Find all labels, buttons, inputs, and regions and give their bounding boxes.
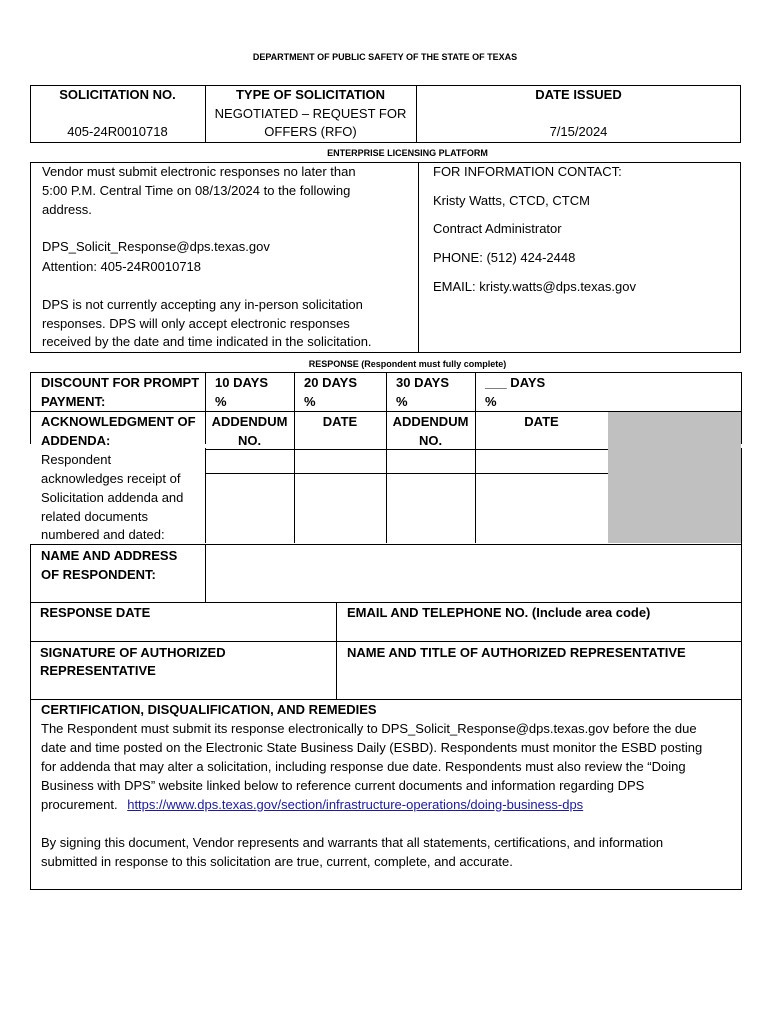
solicitation-no-value: 405-24R0010718	[67, 124, 168, 139]
solicitation-type-label: TYPE OF SOLICITATION	[235, 87, 386, 102]
solicitation-type-line2: OFFERS (RFO)	[264, 124, 357, 139]
certification-para2-line1: By signing this document, Vendor represents and warrants that all statements, certifications, and information	[41, 835, 664, 850]
submit-note-line3: received by the date and time indicated in the solicitation.	[42, 334, 372, 349]
addendum-header-1-no: NO.	[237, 433, 262, 448]
discount-20-pct[interactable]: %	[304, 394, 316, 409]
signature-label-line2: REPRESENTATIVE	[40, 663, 156, 678]
contact-heading: FOR INFORMATION CONTACT:	[433, 164, 622, 179]
ack-desc-line1: Respondent	[41, 452, 112, 467]
certification-para1-line1: The Respondent must submit its response electronically to DPS_Solicit_Response@dps.texas.gov before the due	[41, 721, 697, 736]
procurement-text: procurement.	[41, 797, 118, 812]
certification-para1-line4: Business with DPS” website linked below to reference current documents and information regarding DPS	[41, 778, 645, 793]
submit-note-line1: DPS is not currently accepting any in-person solicitation	[42, 297, 363, 312]
solicitation-no-label: SOLICITATION NO.	[59, 87, 176, 102]
addendum-header-1: ADDENDUM	[211, 414, 288, 429]
submit-instructions-line1: Vendor must submit electronic responses no later than	[42, 164, 356, 179]
date-header-1: DATE	[322, 414, 358, 429]
certification-para2-line2: submitted in response to this solicitation are true, current, complete, and accurate.	[41, 854, 513, 869]
discount-30-pct[interactable]: %	[396, 394, 408, 409]
certification-para1-line5	[41, 796, 583, 814]
doing-business-link[interactable]: https://www.dps.texas.gov/section/infrastructure-operations/doing-business-dps	[127, 797, 584, 812]
contact-role: Contract Administrator	[433, 221, 562, 236]
discount-label-line2: PAYMENT:	[41, 394, 106, 409]
ack-desc-line5: numbered and dated:	[41, 527, 165, 542]
contact-name: Kristy Watts, CTCD, CTCM	[433, 193, 590, 208]
ack-label-line2: ADDENDA:	[41, 433, 111, 448]
discount-20-days: 20 DAYS	[304, 375, 357, 390]
addendum-header-2: ADDENDUM	[392, 414, 469, 429]
name-address-field[interactable]	[206, 545, 740, 601]
contact-email: EMAIL: kristy.watts@dps.texas.gov	[433, 279, 636, 294]
discount-custom-days[interactable]: ___ DAYS	[485, 375, 546, 390]
discount-label-line1: DISCOUNT FOR PROMPT	[41, 375, 200, 390]
certification-heading: CERTIFICATION, DISQUALIFICATION, AND REMEDIES	[41, 702, 377, 717]
submit-instructions-line2: 5:00 P.M. Central Time on 08/13/2024 to the following	[42, 183, 351, 198]
email-phone-label: EMAIL AND TELEPHONE NO. (Include area code)	[347, 605, 651, 620]
addendum-header-2-no: NO.	[418, 433, 443, 448]
ack-desc-line3: Solicitation addenda and	[41, 490, 184, 505]
signature-label-line1: SIGNATURE OF AUTHORIZED	[40, 645, 226, 660]
shaded-cell	[608, 412, 741, 543]
discount-10-pct[interactable]: %	[215, 394, 227, 409]
response-date-label: RESPONSE DATE	[40, 605, 151, 620]
response-title: RESPONSE (Respondent must fully complete)	[308, 359, 507, 369]
platform-title: ENTERPRISE LICENSING PLATFORM	[327, 148, 488, 158]
certification-para1-line2: date and time posted on the Electronic State Business Daily (ESBD). Respondents must monitor the ESBD posting	[41, 740, 703, 755]
discount-10-days: 10 DAYS	[215, 375, 268, 390]
page-title: DEPARTMENT OF PUBLIC SAFETY OF THE STATE OF TEXAS	[252, 52, 518, 62]
contact-phone: PHONE: (512) 424-2448	[433, 250, 576, 265]
discount-custom-pct[interactable]: %	[485, 394, 497, 409]
date-header-2: DATE	[524, 414, 559, 429]
name-address-label-line2: OF RESPONDENT:	[41, 567, 156, 582]
name-address-label-line1: NAME AND ADDRESS	[41, 548, 178, 563]
date-issued-label: DATE ISSUED	[535, 87, 622, 102]
submit-instructions-line3: address.	[42, 202, 92, 217]
solicitation-type-line1: NEGOTIATED – REQUEST FOR	[214, 106, 407, 121]
ack-desc-line4: related documents	[41, 509, 148, 524]
discount-30-days: 30 DAYS	[396, 375, 449, 390]
submit-email: DPS_Solicit_Response@dps.texas.gov	[42, 239, 270, 254]
date-issued-value: 7/15/2024	[549, 124, 608, 139]
submit-note-line2: responses. DPS will only accept electronic responses	[42, 316, 350, 331]
name-title-label: NAME AND TITLE OF AUTHORIZED REPRESENTATIVE	[347, 645, 686, 660]
certification-para1-line3: for addenda that may alter a solicitation, including response due date. Respondents must also review the “Doing	[41, 759, 686, 774]
ack-desc-line2: acknowledges receipt of	[41, 471, 181, 486]
ack-label-line1: ACKNOWLEDGMENT OF	[41, 414, 196, 429]
submit-attention: Attention: 405-24R0010718	[42, 259, 202, 274]
